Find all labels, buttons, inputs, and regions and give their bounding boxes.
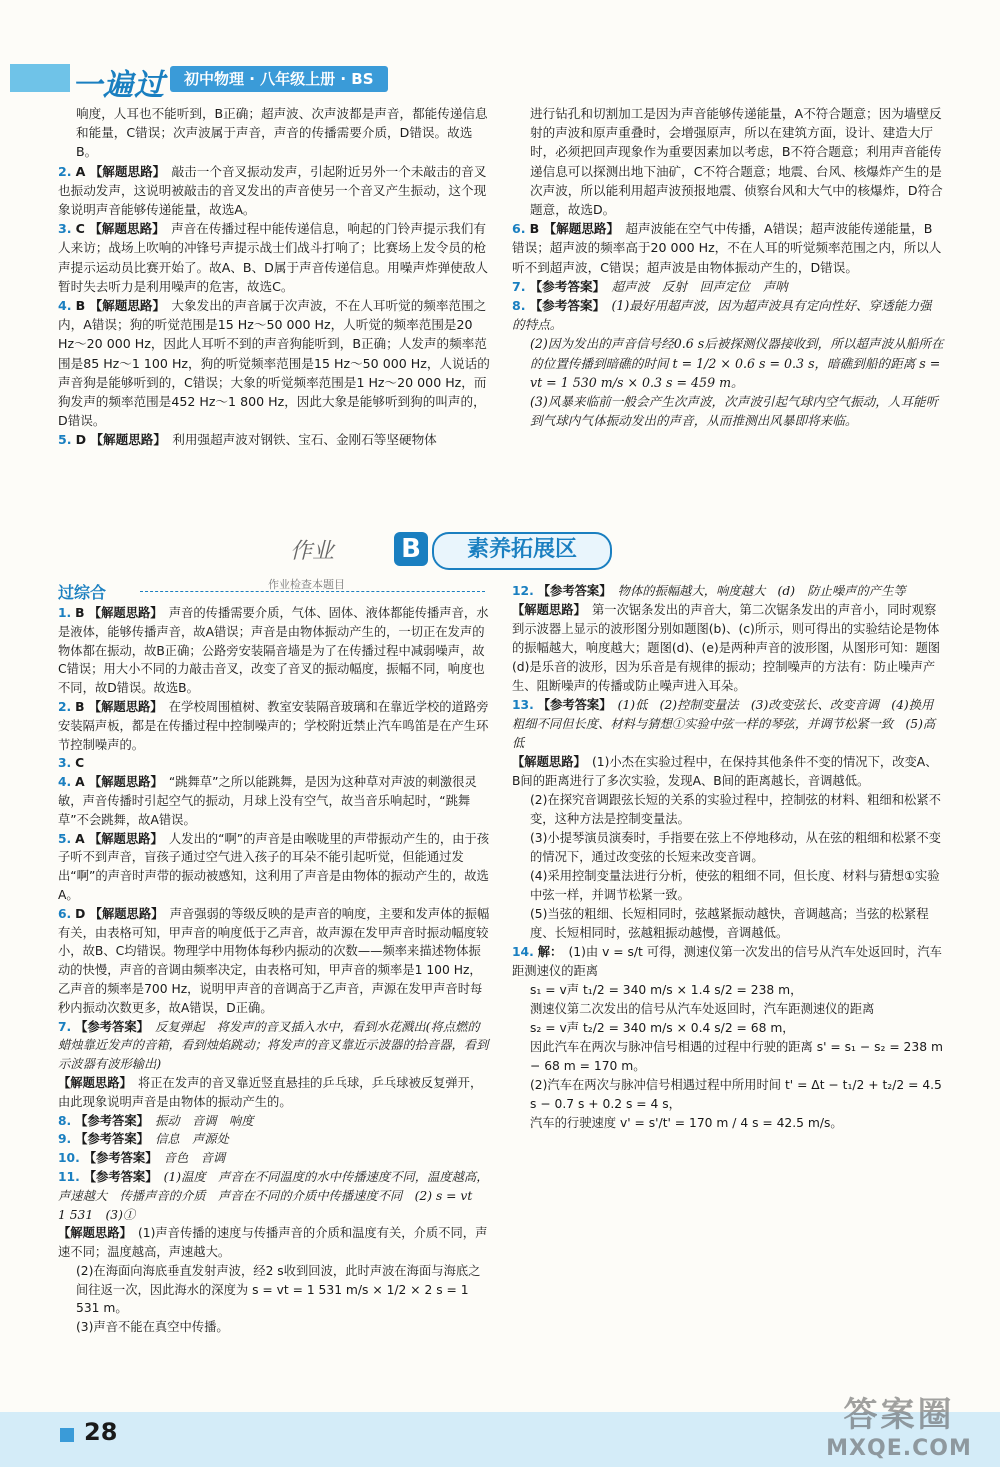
question-number: 2.	[58, 163, 72, 179]
question-number: 6.	[512, 221, 526, 237]
banner-title: 素养拓展区	[432, 532, 612, 570]
answer-paragraph	[512, 1114, 944, 1133]
answer-text: “跳舞草”之所以能跳舞，是因为这种草对声波的刺激很灵敏，声音传播时引起空气的振动，月球上没有空气，故当音乐响起时，“跳舞草”不会跳舞，故A错误。	[58, 775, 477, 827]
book-subject-tag: 初中物理 · 八年级上册 · BS	[170, 66, 388, 92]
answer-paragraph	[512, 829, 944, 867]
answer-paragraph	[512, 277, 944, 296]
answer-tag: 【参考答案】	[75, 1113, 143, 1128]
answer-tag: 解：	[537, 945, 557, 959]
answer-paragraph	[58, 430, 490, 449]
answer-tag: B 【解题思路】	[75, 298, 159, 314]
reference-answer: (3)风暴来临前一般会产生次声波，次声波引起气球内空气振动，人耳能听到气球内气体振动发出的声音，从而推测出风暴即将来临。	[530, 394, 939, 429]
answer-text: 第一次锯条发出的声音大，第二次锯条发出的声音小，同时观察到示波器上显示的波形图分别如题图(b)、(c)所示，则可得出的实验结论是物体的振幅越大，响度越大；题图(d)、(e)是两种声音的波形图，从图形可知：题图(d)是乐音的波形，因为乐音是有规律的振动；控制噪声的方法有：防止噪声产生、阻断噪声的传播或防止噪声进入耳朵。	[512, 603, 941, 693]
answer-text: 汽车的行驶速度 v' = s'/t' = 170 m / 4 s = 42.5 m/s。	[530, 1116, 843, 1130]
answer-text: 进行钻孔和切割加工是因为声音能够传递能量，A不符合题意；因为墙壁反射的声波和原声重叠时，会增强原声，所以在建筑方面，设计、建造大厅时，必须把回声现象作为重要因素加以考虑，B不符合题意；利用声音能传递信息可以探测出地下油矿，C不符合题意；地震、台风、核爆炸产生的是次声波，所以能利用超声波预报地震、侦察台风和大气中的核爆炸，D符合题意，故选D。	[530, 106, 943, 218]
answer-text: 在学校周围植树、教室安装隔音玻璃和在靠近学校的道路旁安装隔声板，都是在传播过程中控制噪声的；学校附近禁止汽车鸣笛是在产生环节控制噪声的。	[58, 699, 489, 752]
bottom-right-column	[512, 582, 948, 1133]
answer-paragraph	[512, 791, 944, 829]
top-left-column	[58, 104, 490, 450]
answer-text: (2)在探究音调跟弦长短的关系的实验过程中，控制弦的材料、粗细和松紧不变，这种方法是控制变量法。	[530, 793, 941, 826]
header-bar	[10, 64, 70, 92]
question-number: 5.	[58, 432, 72, 448]
answer-paragraph	[512, 753, 944, 791]
question-number: 12.	[512, 584, 534, 598]
answer-tag: 【参考答案】	[83, 1151, 152, 1166]
answer-paragraph	[512, 219, 944, 277]
answer-paragraph	[58, 1149, 490, 1168]
answer-text: (3)声音不能在真空中传播。	[76, 1320, 229, 1335]
page-number: 28	[84, 1418, 118, 1446]
question-number: 8.	[512, 298, 526, 314]
answer-paragraph	[512, 943, 944, 981]
answer-text: 利用强超声波对钢铁、宝石、金刚石等坚硬物体	[172, 432, 437, 448]
answer-paragraph	[512, 1076, 944, 1114]
answer-text: (2)汽车在两次与脉冲信号相遇过程中所用时间 t' = Δt − t₁/2 + t₂/2 = 4.5 s − 0.7 s + 0.2 s = 4 s，	[530, 1078, 942, 1111]
page-header	[0, 58, 1000, 103]
answer-paragraph	[512, 392, 944, 430]
question-number: 3.	[58, 221, 72, 237]
answer-tag: 【解题思路】	[58, 1075, 126, 1090]
answer-tag: 【参考答案】	[529, 278, 599, 294]
answer-paragraph	[58, 296, 490, 430]
answer-paragraph	[512, 601, 944, 696]
reference-answer: 信息 声源处	[155, 1132, 229, 1147]
answer-paragraph	[58, 1318, 490, 1337]
watermark-url: MXQE.COM	[826, 1436, 972, 1461]
bottom-left-column	[58, 604, 490, 1337]
answer-tag: 【解题思路】	[58, 1226, 126, 1241]
answer-tag: 【解题思路】	[512, 603, 580, 617]
answer-tag: C 【解题思路】	[75, 221, 159, 237]
answer-text: (2)在海面向海底垂直发射声波，经2 s收到回波，此时声波在海面与海底之间往返一次，因此海水的深度为 s = vt = 1 531 m/s × 1/2 × 2 s = 1 531 m。	[76, 1263, 481, 1316]
answer-paragraph	[58, 1112, 490, 1131]
question-number: 2.	[58, 699, 72, 714]
banner-letter: B	[394, 532, 428, 566]
answer-paragraph	[512, 582, 944, 601]
answer-paragraph	[58, 162, 490, 220]
answer-paragraph	[58, 830, 490, 905]
answer-text: 因此汽车在两次与脉冲信号相遇的过程中行驶的距离 s' = s₁ − s₂ = 238 m − 68 m = 170 m。	[530, 1040, 943, 1073]
answer-tag: 【参考答案】	[529, 298, 599, 314]
top-right-column	[512, 104, 944, 430]
answer-text: (1)小杰在实验过程中，在保持其他条件不变的情况下，改变A、B间的距离进行了多次实验，发现A、B间的距离越长，音调越低。	[512, 755, 938, 788]
answer-paragraph	[58, 1262, 490, 1318]
answer-paragraph	[512, 867, 944, 905]
answer-text: s₁ = v声 t₁/2 = 340 m/s × 1.4 s/2 = 238 m，	[530, 983, 803, 997]
answer-text: 响度，人耳也不能听到，B正确；超声波、次声波都是声音，都能传递信息和能量，C错误；次声波属于声音，声音的传播需要介质，D错误。故选B。	[76, 106, 488, 160]
answer-text: 测速仪第二次发出的信号从汽车处返回时，汽车距测速仪的距离	[530, 1002, 875, 1016]
answer-tag: A 【解题思路】	[75, 775, 157, 790]
answer-paragraph	[58, 773, 490, 829]
answer-text: 声音在传播过程中能传递信息，响起的门铃声提示我们有人来访；战场上吹响的冲锋号声提示战士们战斗打响了；比赛场上发令员的枪声提示运动员比赛开始了。故A、B、D属于声音传递信息。用噪声炸弹使敌人暂时失去听力是利用噪声的危害，故选C。	[58, 221, 488, 294]
question-number: 1.	[58, 606, 72, 620]
answer-paragraph	[512, 334, 944, 392]
answer-text: 大象发出的声音属于次声波，不在人耳听觉的频率范围之内，A错误；狗的听觉范围是15 Hz～50 000 Hz，人听觉的频率范围是20 Hz～20 000 Hz，因此人耳听不到的声音狗能听到，B正确；人发声的频率范围是85 Hz～1 100 Hz，狗的听觉频率范围是15 Hz～50 000 Hz，人说话的声音狗是能够听到的，C错误；大象的听觉频率范围是1 Hz～20 000 Hz，而狗发声的频率范围是452 Hz～1 800 Hz，因此大象是能够听到狗的叫声的，D错误。	[58, 298, 490, 429]
question-number: 3.	[58, 756, 72, 771]
question-number: 4.	[58, 298, 72, 314]
answer-tag: D 【解题思路】	[75, 432, 160, 448]
answer-tag: 【参考答案】	[75, 1019, 143, 1034]
watermark	[814, 1387, 984, 1461]
answer-tag: A 【解题思路】	[75, 831, 157, 846]
answer-tag: D 【解题思路】	[75, 906, 158, 921]
question-number: 5.	[58, 831, 72, 846]
section-title: 过综合	[58, 583, 107, 602]
answer-paragraph	[58, 219, 490, 296]
reference-answer: 振动 音调 响度	[155, 1113, 254, 1128]
answer-tag: 【参考答案】	[537, 584, 606, 598]
answer-paragraph	[512, 1019, 944, 1038]
question-number: 4.	[58, 775, 72, 790]
reference-answer: 超声波 反射 回声定位 声呐	[611, 278, 788, 294]
answer-text: 将正在发声的音叉靠近竖直悬挂的乒乓球，乒乓球被反复弹开，由此现象说明声音是由物体的振动产生的。	[58, 1075, 483, 1109]
answer-paragraph	[512, 981, 944, 1000]
answer-tag: B 【解题思路】	[75, 699, 157, 714]
section-banner	[290, 532, 720, 572]
answer-paragraph	[58, 698, 490, 754]
answer-text: (5)当弦的粗细、长短相同时，弦越紧振动越快，音调越高；当弦的松紧程度、长短相同时，弦越粗振动越慢，音调越低。	[530, 907, 929, 940]
answer-tag: 【参考答案】	[75, 1132, 143, 1147]
answer-text: (1)由 v = s/t 可得，测速仪第一次发出的信号从汽车处返回时，汽车距测速仪的距离	[512, 945, 942, 978]
reference-answer: (2)因为发出的声音信号经0.6 s后被探测仪器接收到，所以超声波从船所在的位置传播到暗礁的时间 t = 1/2 × 0.6 s = 0.3 s，暗礁到船的距离 s = vt = 1 530 m/s × 0.3 s = 459 m。	[530, 336, 944, 390]
banner-prefix: 作业	[290, 539, 335, 564]
question-number: 9.	[58, 1132, 72, 1147]
answer-tag: 【解题思路】	[512, 755, 580, 769]
answer-paragraph	[58, 1074, 490, 1112]
question-number: 7.	[58, 1019, 72, 1034]
question-number: 13.	[512, 698, 534, 712]
book-logo: 一遍过	[72, 68, 165, 103]
answer-paragraph	[58, 1224, 490, 1262]
answer-tag: 【参考答案】	[537, 698, 606, 712]
answer-text: s₂ = v声 t₂/2 = 340 m/s × 0.4 s/2 = 68 m，	[530, 1021, 795, 1035]
answer-text: 超声波能在空气中传播，A错误；超声波能传递能量，B错误；超声波的频率高于20 000 Hz，不在人耳的听觉频率范围之内，所以人听不到超声波，C错误；超声波是由物体振动产生的，D错误。	[512, 221, 942, 275]
reference-answer: 音色 音调	[163, 1151, 226, 1166]
answer-paragraph	[512, 104, 944, 219]
question-number: 6.	[58, 906, 72, 921]
answer-text: 声音强弱的等级反映的是声音的响度，主要和发声体的振幅有关，由表格可知，甲声音的响度低于乙声音，故声源在发甲声音时振动幅度较小，故B、C均错误。物理学中用物体每秒内振动的次数——频率来描述物体振动的快慢，声音的音调由频率决定，由表格可知，甲声音的频率是1 100 Hz，乙声音的频率是700 Hz，说明甲声音的音调高于乙声音，声源在发甲声音时每秒内振动次数更多，故A错误，D正确。	[58, 906, 490, 1015]
answer-text: 人发出的“啊”的声音是由喉咙里的声带振动产生的，由于孩子听不到声音，盲孩子通过空气进入孩子的耳朵不能引起听觉，但能通过发出“啊”的声音时声带的振动被感知，这利用了声音是由物体的振动产生的，故选A。	[58, 831, 490, 902]
answer-text: (1)声音传播的速度与传播声音的介质和温度有关，介质不同，声速不同；温度越高，声速越大。	[58, 1226, 488, 1260]
question-number: 7.	[512, 278, 526, 294]
reference-answer: (1)最好用超声波，因为超声波具有定向性好、穿透能力强的特点。	[512, 298, 932, 333]
answer-paragraph	[512, 905, 944, 943]
reference-answer: 物体的振幅越大，响度越大 (d) 防止噪声的产生等	[617, 584, 906, 598]
answer-tag: B 【解题思路】	[529, 221, 613, 237]
answer-paragraph	[512, 296, 944, 334]
answer-paragraph	[58, 905, 490, 1018]
question-number: 8.	[58, 1113, 72, 1128]
question-number: 11.	[58, 1169, 80, 1184]
answer-text: (4)采用控制变量法进行分析，使弦的粗细不同，但长度、材料与猜想①实验中弦一样，并调节松紧一致。	[530, 869, 940, 902]
answer-paragraph	[58, 604, 490, 698]
question-number: 10.	[58, 1151, 80, 1166]
answer-tag: B 【解题思路】	[75, 606, 157, 620]
reference-answer: 反复弹起 将发声的音叉插入水中，看到水花溅出(将点燃的蜡烛靠近发声的音箱，看到烛焰跳动；将发声的音叉靠近示波器的拾音器，看到示波器有波形输出)	[58, 1019, 489, 1072]
answer-text: 敲击一个音叉振动发声，引起附近另外一个未敲击的音叉也振动发声，这说明被敲击的音叉发出的声音使另一个音叉产生振动，这个现象说明声音能够传递能量，故选A。	[58, 163, 487, 218]
answer-tag: 【参考答案】	[83, 1169, 152, 1184]
answer-text: (3)小提琴演员演奏时，手指要在弦上不停地移动，从在弦的粗细和松紧不变的情况下，通过改变弦的长短来改变音调。	[530, 831, 941, 864]
watermark-logo: 答案圈	[843, 1395, 955, 1435]
answer-paragraph	[58, 104, 490, 162]
answer-paragraph	[58, 754, 490, 773]
answer-paragraph	[512, 1038, 944, 1076]
question-number: 14.	[512, 945, 534, 959]
footer-square	[60, 1428, 74, 1442]
answer-tag: A 【解题思路】	[75, 163, 159, 179]
answer-paragraph	[58, 1130, 490, 1149]
answer-tag: C	[75, 756, 85, 771]
answer-paragraph	[58, 1018, 490, 1074]
banner-subtitle: 作业检查本题目	[268, 578, 345, 591]
answer-paragraph	[512, 696, 948, 753]
answer-paragraph	[58, 1168, 490, 1224]
section-divider	[140, 591, 485, 592]
answer-paragraph	[512, 1000, 944, 1019]
reference-answer: (1)温度 声音在不同温度的水中传播速度不同，温度越高，声速越大 传播声音的介质 声音在不同的介质中传播速度不同 (2) s = vt 1 531 (3)①	[58, 1169, 489, 1222]
reference-answer: (1)低 (2)控制变量法 (3)改变弦长、改变音调 (4)换用粗细不同但长度、材料与猜想①实验中弦一样的琴弦，并调节松紧一致 (5)高 低	[512, 698, 948, 750]
answer-text: 声音的传播需要介质，气体、固体、液体都能传播声音，水是液体，能够传播声音，故A错误；声音是由物体振动产生的，一切正在发声的物体都在振动，故B正确；公路旁安装隔音墙是为了在传播过程中减弱噪声，故C错误；用大小不同的力敲击音叉，改变了音叉的振动幅度，振幅不同，响度也不同，故D错误。故选B。	[58, 606, 489, 696]
